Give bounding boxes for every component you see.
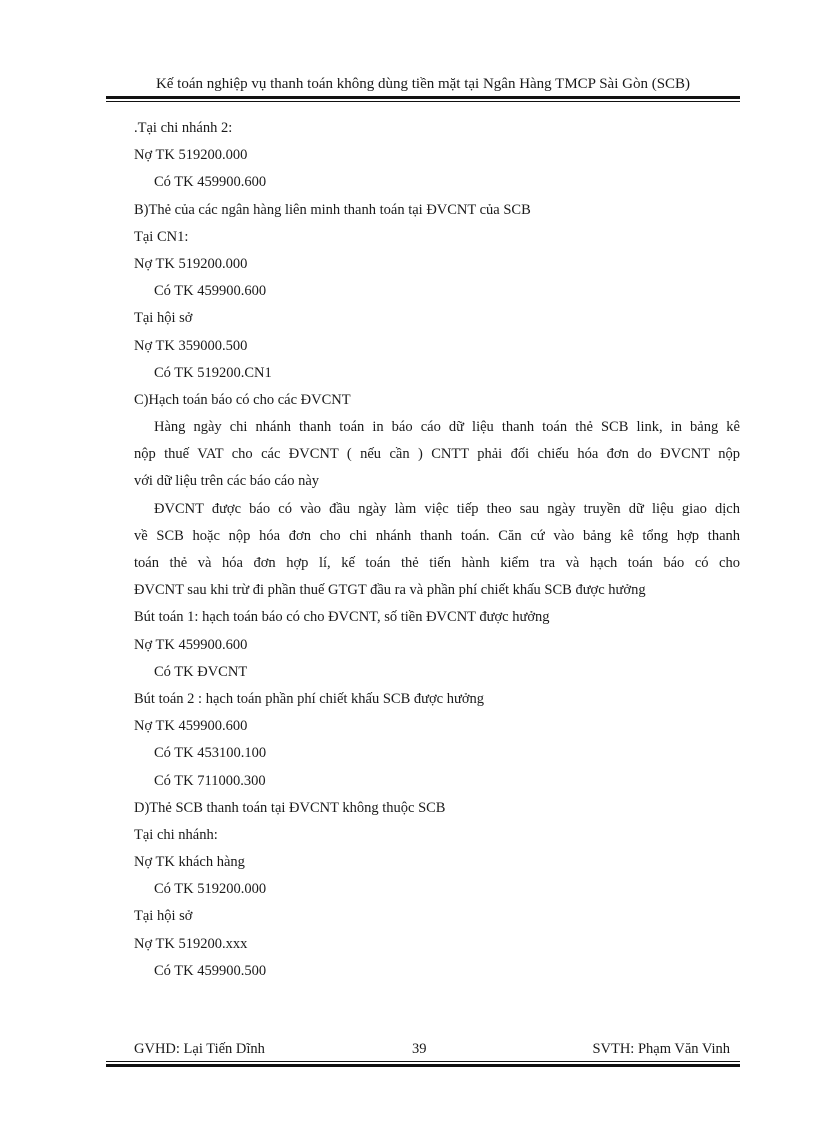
text-line: Nợ TK 519200.xxx	[134, 935, 248, 952]
footer-advisor: GVHD: Lại Tiến Dĩnh	[134, 1041, 265, 1057]
text-line: Nợ TK 459900.600	[134, 636, 248, 653]
text-line: Nợ TK 519200.000	[134, 255, 248, 272]
text-line: ĐVCNT được báo có vào đầu ngày làm việc tiếp theo sau ngày truyền dữ liệu giao dịch	[154, 500, 740, 517]
text-line: Tại CN1:	[134, 228, 189, 245]
text-line: Nợ TK 359000.500	[134, 337, 248, 354]
text-line: Có TK 711000.300	[154, 772, 266, 789]
text-line: toán thẻ và hóa đơn hợp lí, kế toán thẻ tiến hành kiểm tra và hạch toán báo có cho	[134, 555, 740, 571]
text-line: ĐVCNT sau khi trừ đi phần thuế GTGT đầu ra và phần phí chiết khấu SCB được hưởng	[134, 582, 646, 599]
text-line: B)Thẻ của các ngân hàng liên minh thanh toán tại ĐVCNT của SCB	[134, 201, 531, 218]
text-line: với dữ liệu trên các báo cáo này	[134, 473, 320, 490]
text-line: Có TK 459900.500	[154, 962, 267, 979]
text-line: Có TK 519200.CN1	[154, 364, 272, 381]
text-line: Nợ TK 519200.000	[134, 147, 248, 164]
text-line: .Tại chi nhánh 2:	[134, 120, 233, 136]
footer-page-number: 39	[412, 1041, 427, 1057]
text-line: Tại chi nhánh:	[134, 826, 218, 843]
text-line: Nợ TK khách hàng	[134, 854, 245, 871]
page-header-title: Kế toán nghiệp vụ thanh toán không dùng tiền mặt tại Ngân Hàng TMCP Sài Gòn (SCB)	[155, 76, 691, 92]
text-line: Bút toán 1: hạch toán báo có cho ĐVCNT, số tiền ĐVCNT được hưởng	[134, 609, 550, 626]
text-line: Tại hội sở	[134, 310, 193, 327]
text-line: Có TK 459900.600	[154, 174, 267, 191]
footer-rule-thick	[106, 1064, 740, 1067]
text-line: Có TK 459900.600	[154, 283, 267, 300]
text-line: về SCB hoặc nộp hóa đơn cho chi nhánh thanh toán. Căn cứ vào bảng kê tổng hợp thanh	[134, 527, 740, 544]
text-line: nộp thuế VAT cho các ĐVCNT ( nếu cần ) CNTT phải đối chiếu hóa đơn do ĐVCNT nộp	[134, 446, 740, 463]
text-line: Nợ TK 459900.600	[134, 718, 248, 735]
text-line: Có TK 453100.100	[154, 745, 267, 762]
text-line: Bút toán 2 : hạch toán phần phí chiết khấu SCB được hưởng	[134, 690, 485, 707]
text-line: Hàng ngày chi nhánh thanh toán in báo cáo dữ liệu thanh toán thẻ SCB link, in bảng kê	[154, 419, 740, 436]
text-line: Có TK ĐVCNT	[154, 663, 248, 680]
footer-student: SVTH: Phạm Văn Vinh	[592, 1041, 730, 1057]
text-line: Có TK 519200.000	[154, 881, 267, 898]
header-rule-thick	[106, 96, 740, 99]
header-rule-thin	[106, 101, 740, 102]
text-line: C)Hạch toán báo có cho các ĐVCNT	[134, 391, 351, 408]
document-body	[134, 115, 740, 985]
footer-rule-thin	[106, 1061, 740, 1062]
text-line: Tại hội sở	[134, 908, 193, 925]
text-line: D)Thẻ SCB thanh toán tại ĐVCNT không thuộc SCB	[134, 799, 446, 816]
